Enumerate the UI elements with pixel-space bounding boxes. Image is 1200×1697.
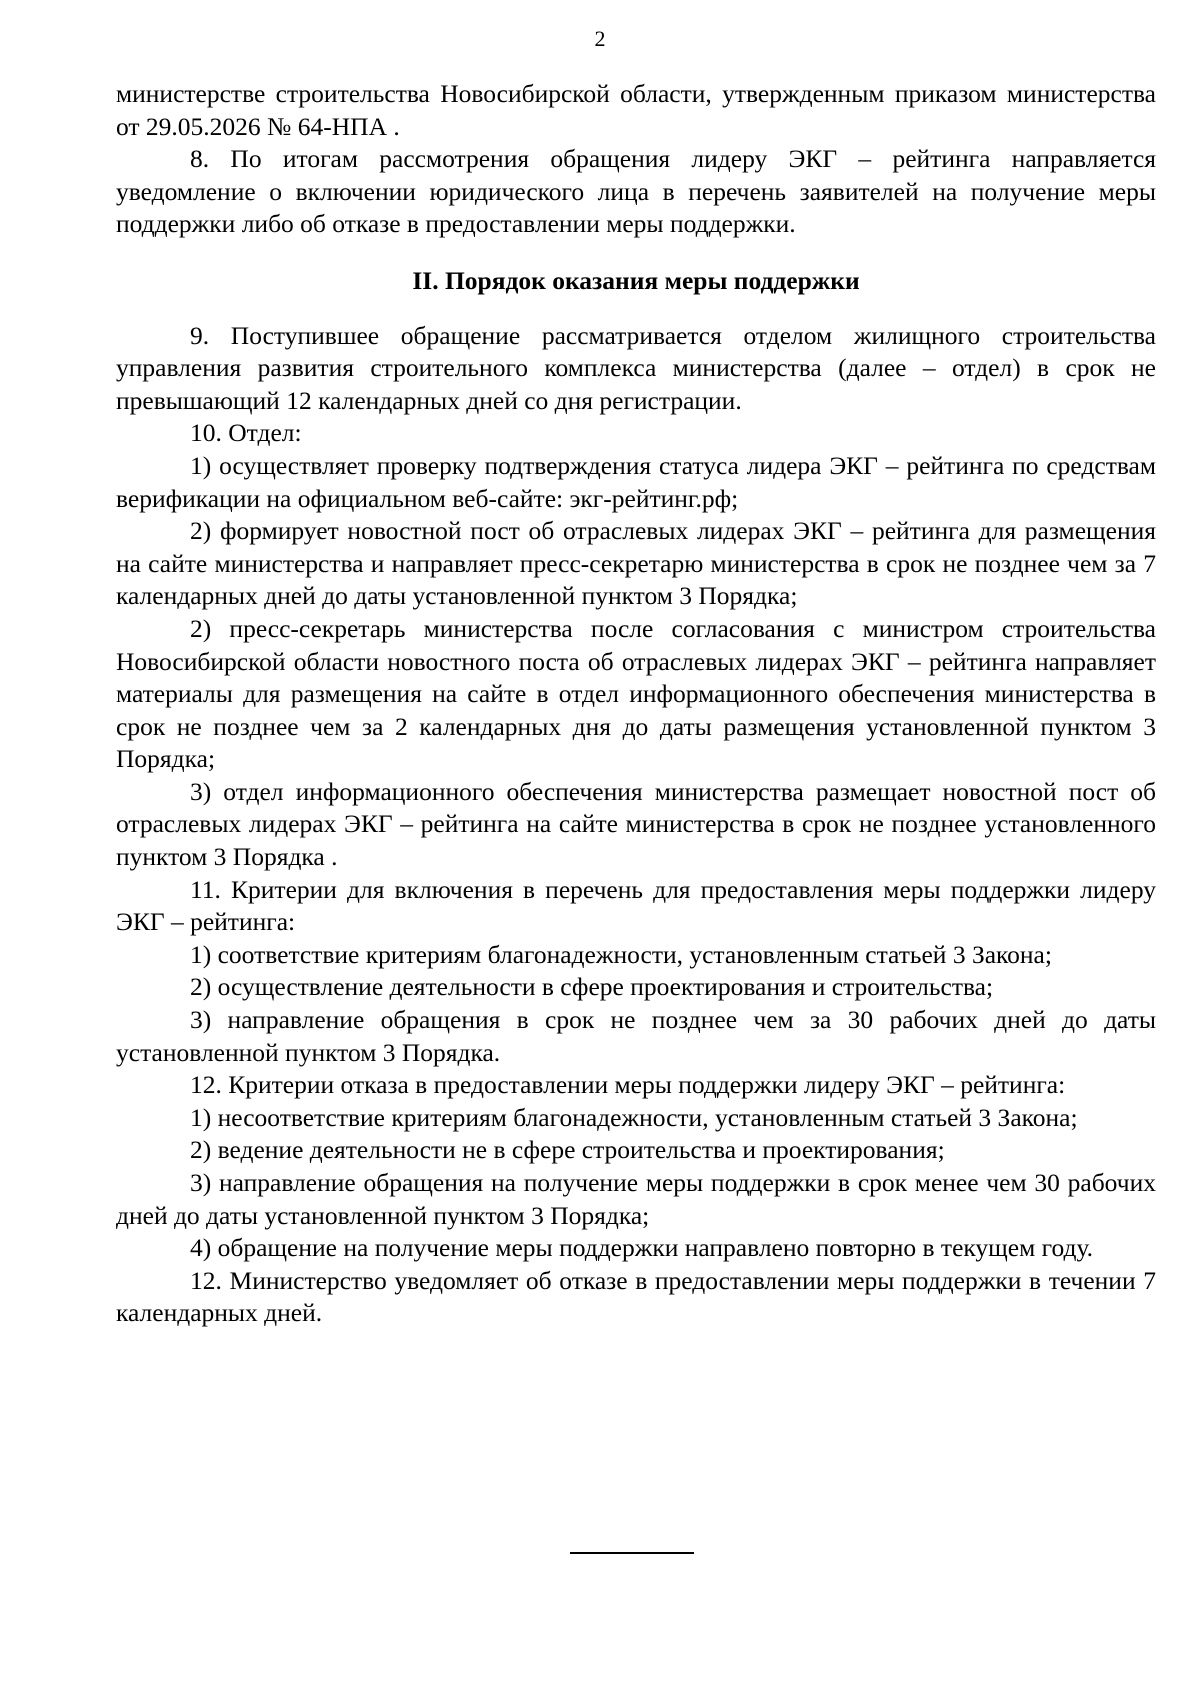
paragraph-item-10-2: 2) формирует новостной пост об отраслевых лидерах ЭКГ – рейтинга для размещения на сайте министерства и направляет пресс-секретарю министерства в срок не позднее чем за 7 календарных дней до даты установленной пунктом 3 Порядка;	[116, 516, 1156, 611]
paragraph-item-12-3: 3) направление обращения на получение меры поддержки в срок менее чем 30 рабочих дней до даты установленной пунктом 3 Порядка;	[116, 1168, 1156, 1230]
paragraph-item-10-1: 1) осуществляет проверку подтверждения статуса лидера ЭКГ – рейтинга по средствам верификации на официальном веб-сайте: экг-рейтинг.рф;	[116, 450, 1156, 513]
page-number: 2	[594, 26, 606, 51]
paragraph-item-11-2: 2) осуществление деятельности в сфере проектирования и строительства;	[190, 972, 994, 1002]
paragraph-item-9: 9. Поступившее обращение рассматривается отделом жилищного строительства управления развития строительного комплекса министерства (далее – отдел) в срок не превышающий 12 календарных дней со дня регистрации.	[116, 320, 1156, 415]
document-body	[116, 78, 1156, 1330]
paragraph-item-12: 12. Критерии отказа в предоставлении меры поддержки лидеру ЭКГ – рейтинга:	[190, 1070, 1066, 1100]
end-of-document-rule	[570, 1552, 694, 1554]
paragraph-item-10-2b: 2) пресс-секретарь министерства после согласования с министром строительства Новосибирской области новостного поста об отраслевых лидерах ЭКГ – рейтинга направляет материалы для размещения на сайте в отдел информационного обеспечения министерства в срок не позднее чем за 2 календарных дня до даты размещения установленной пунктом 3 Порядка;	[116, 613, 1156, 774]
paragraph-item-11-3: 3) направление обращения в срок не позднее чем за 30 рабочих дней до даты установленной пунктом 3 Порядка.	[116, 1005, 1156, 1067]
paragraph-item-10-3: 3) отдел информационного обеспечения министерства размещает новостной пост об отраслевых лидерах ЭКГ – рейтинга на сайте министерства в срок не позднее установленного пунктом 3 Порядка .	[116, 776, 1156, 872]
paragraph-item-8: 8. По итогам рассмотрения обращения лидеру ЭКГ – рейтинга направляется уведомление о включении юридического лица в перечень заявителей на получение меры поддержки либо об отказе в предоставлении меры поддержки.	[116, 144, 1156, 239]
paragraph-item-11: 11. Критерии для включения в перечень для предоставления меры поддержки лидеру ЭКГ – рейтинга:	[116, 874, 1156, 937]
paragraph-item-12-final: 12. Министерство уведомляет об отказе в предоставлении меры поддержки в течении 7 календарных дней.	[116, 1265, 1156, 1328]
paragraph-continuation: министерстве строительства Новосибирской области, утвержденным приказом министерства от 29.05.2026 № 64-НПА .	[116, 79, 1156, 141]
paragraph-item-10: 10. Отдел:	[190, 418, 302, 448]
paragraph-item-12-4: 4) обращение на получение меры поддержки направлено повторно в текущем году.	[190, 1233, 1094, 1263]
paragraph-item-11-1: 1) соответствие критериям благонадежности, установленным статьей 3 Закона;	[190, 939, 1052, 969]
section-heading: II. Порядок оказания меры поддержки	[412, 265, 860, 295]
paragraph-item-12-2: 2) ведение деятельности не в сфере строительства и проектирования;	[190, 1135, 945, 1165]
paragraph-item-12-1: 1) несоответствие критериям благонадежности, установленным статьей 3 Закона;	[190, 1102, 1078, 1132]
